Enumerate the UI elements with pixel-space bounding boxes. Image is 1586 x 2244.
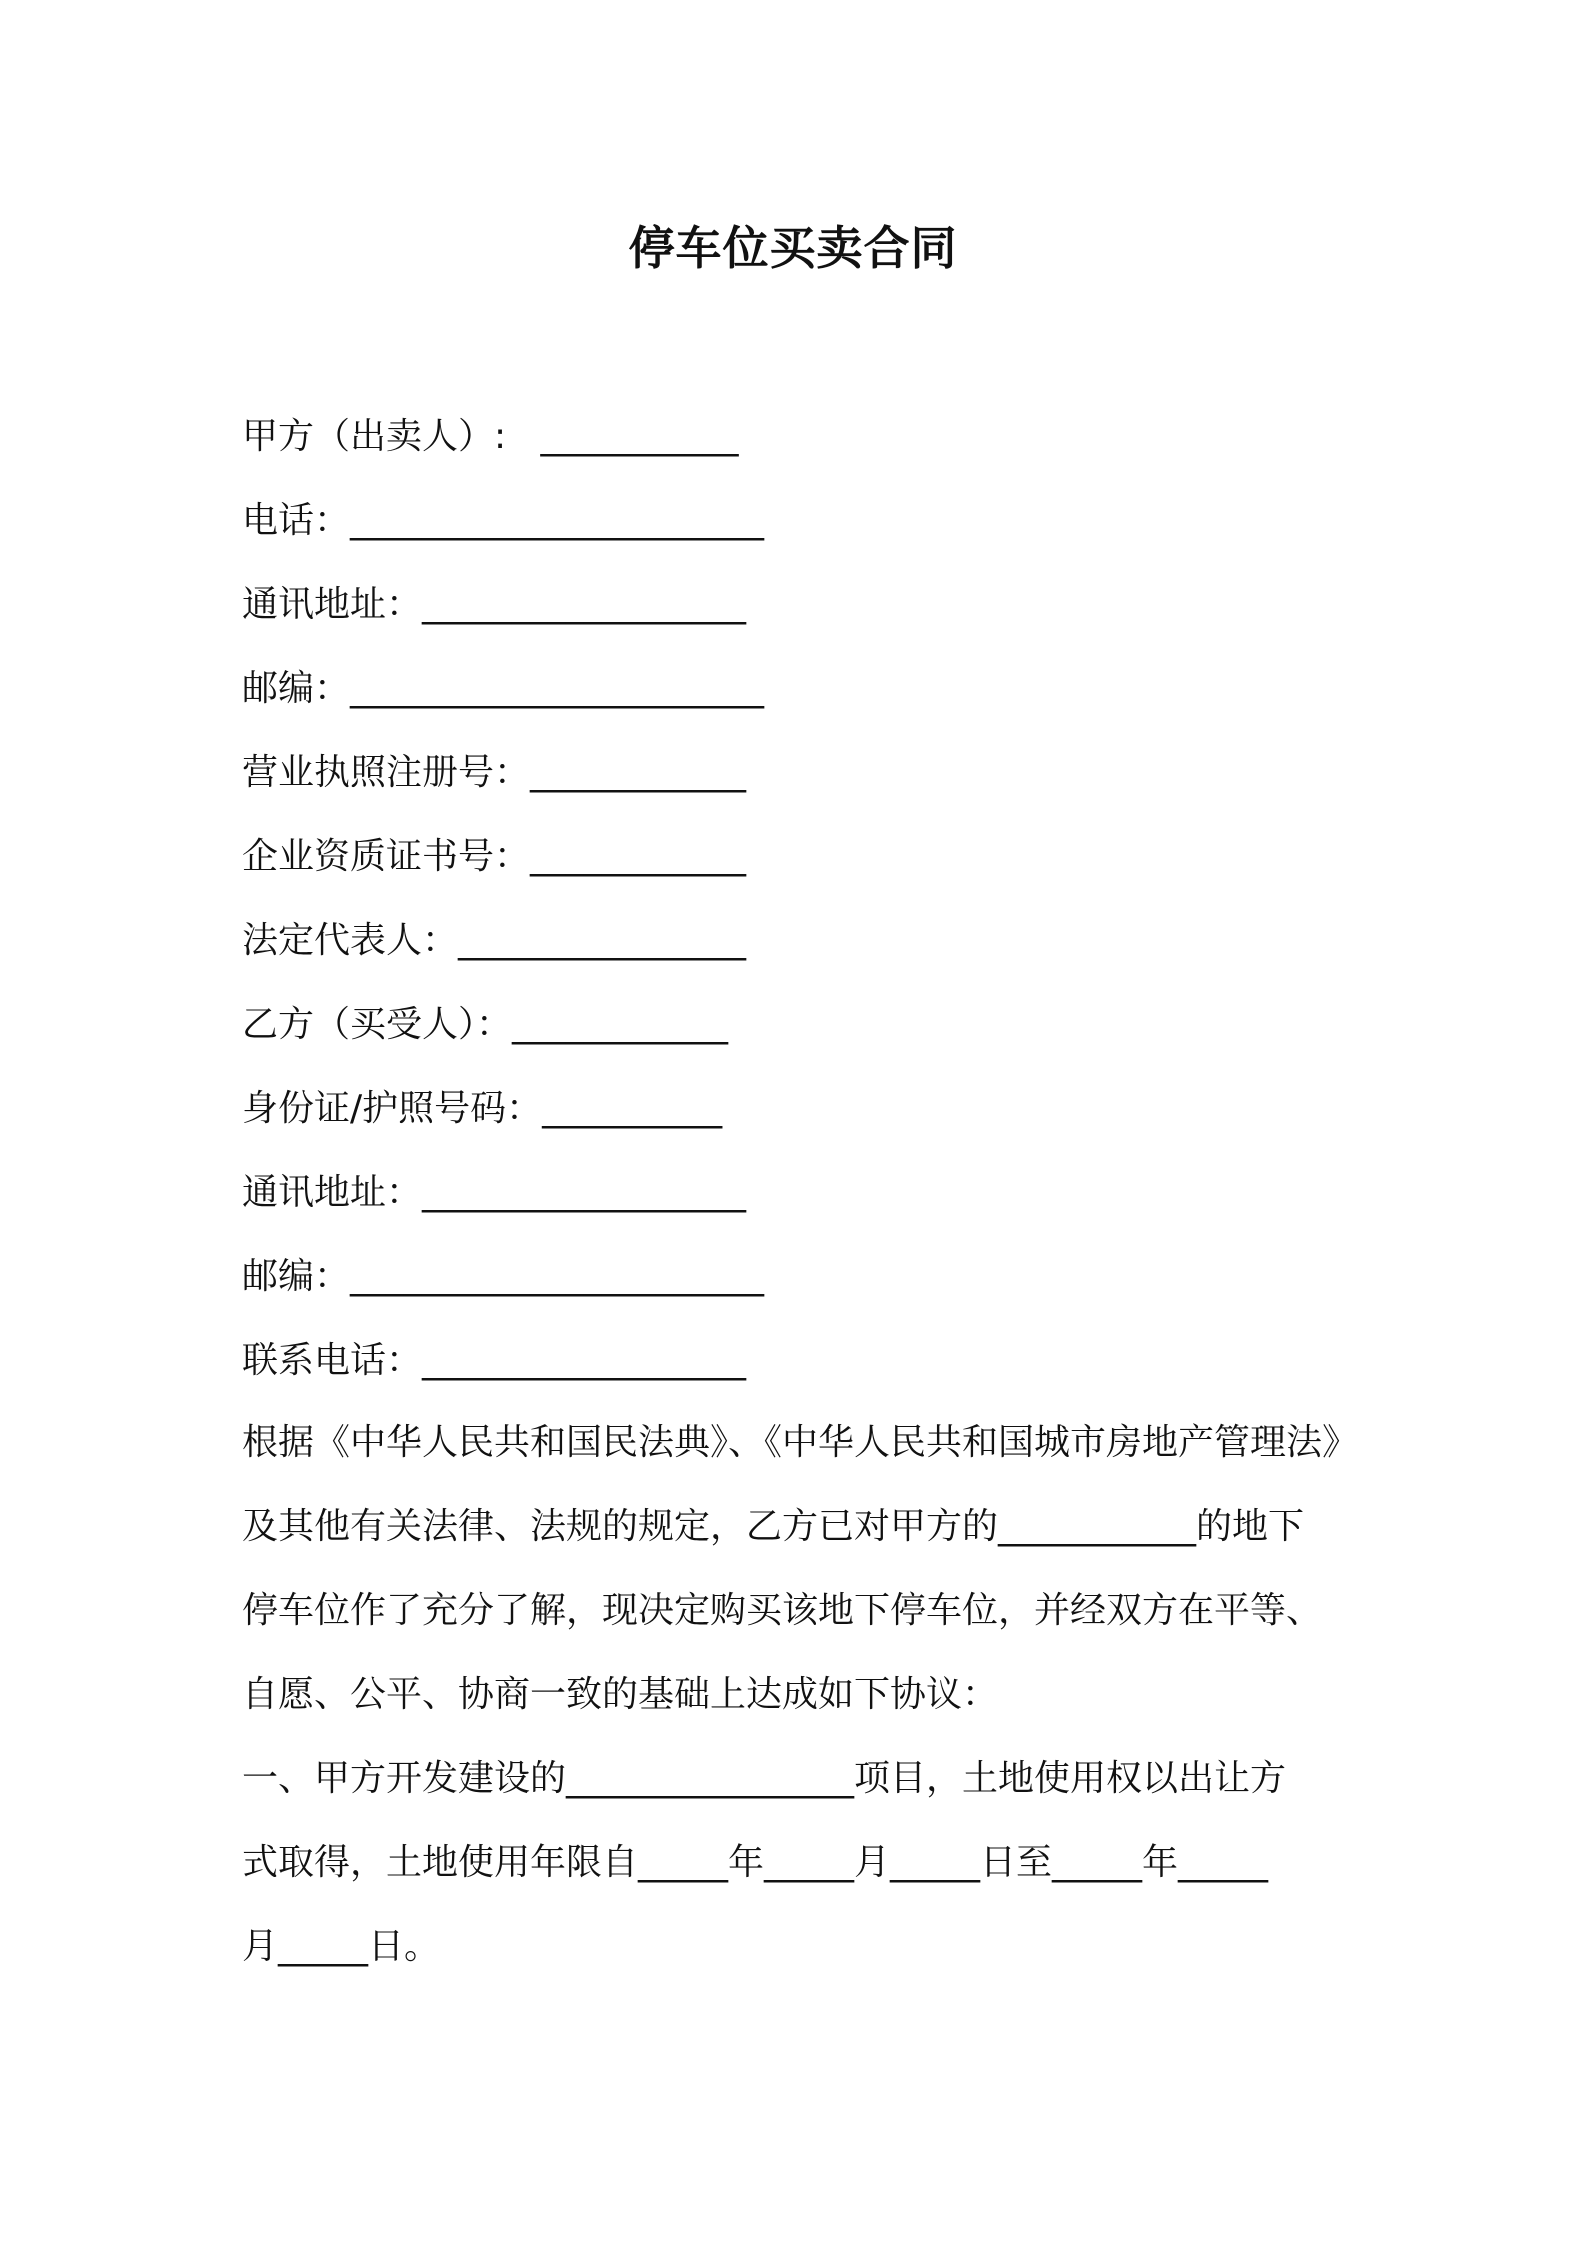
field-business-license: 营业执照注册号：____________ <box>242 752 747 793</box>
party-info-fields <box>242 402 1362 1410</box>
field-seller-postcode: 邮编：_______________________ <box>242 668 765 709</box>
field-buyer-id: 身份证/护照号码：__________ <box>242 1088 723 1129</box>
field-seller-address: 通讯地址：__________________ <box>242 584 747 625</box>
field-buyer-postcode: 邮编：_______________________ <box>242 1256 765 1297</box>
clause-one-line: 一、甲方开发建设的________________项目，土地使用权以出让方 <box>242 1758 1287 1799</box>
field-qualification-certificate: 企业资质证书号：____________ <box>242 836 747 877</box>
body-line: 自愿、公平、协商一致的基础上达成如下协议： <box>242 1674 999 1715</box>
body-line: 停车位作了充分了解，现决定购买该地下停车位，并经双方在平等、 <box>242 1590 1323 1631</box>
field-seller: 甲方（出卖人）: ___________ <box>242 416 739 457</box>
field-buyer-address: 通讯地址：__________________ <box>242 1172 747 1213</box>
field-seller-phone: 电话：_______________________ <box>242 500 765 541</box>
clause-one-line: 月_____日。 <box>242 1926 441 1967</box>
body-line: 根据《中华人民共和国民法典》、《中华人民共和国城市房地产管理法》 <box>242 1422 1359 1463</box>
document-title: 停车位买卖合同 <box>628 221 958 275</box>
contract-body <box>242 1408 1362 1996</box>
field-legal-representative: 法定代表人：________________ <box>242 920 747 961</box>
field-buyer-phone: 联系电话：__________________ <box>242 1340 747 1381</box>
clause-one-line: 式取得，土地使用年限自_____年_____月_____日至_____年_____ <box>242 1842 1269 1883</box>
field-buyer: 乙方（买受人）：____________ <box>242 1004 729 1045</box>
body-line: 及其他有关法律、法规的规定，乙方已对甲方的___________的地下 <box>242 1506 1305 1547</box>
